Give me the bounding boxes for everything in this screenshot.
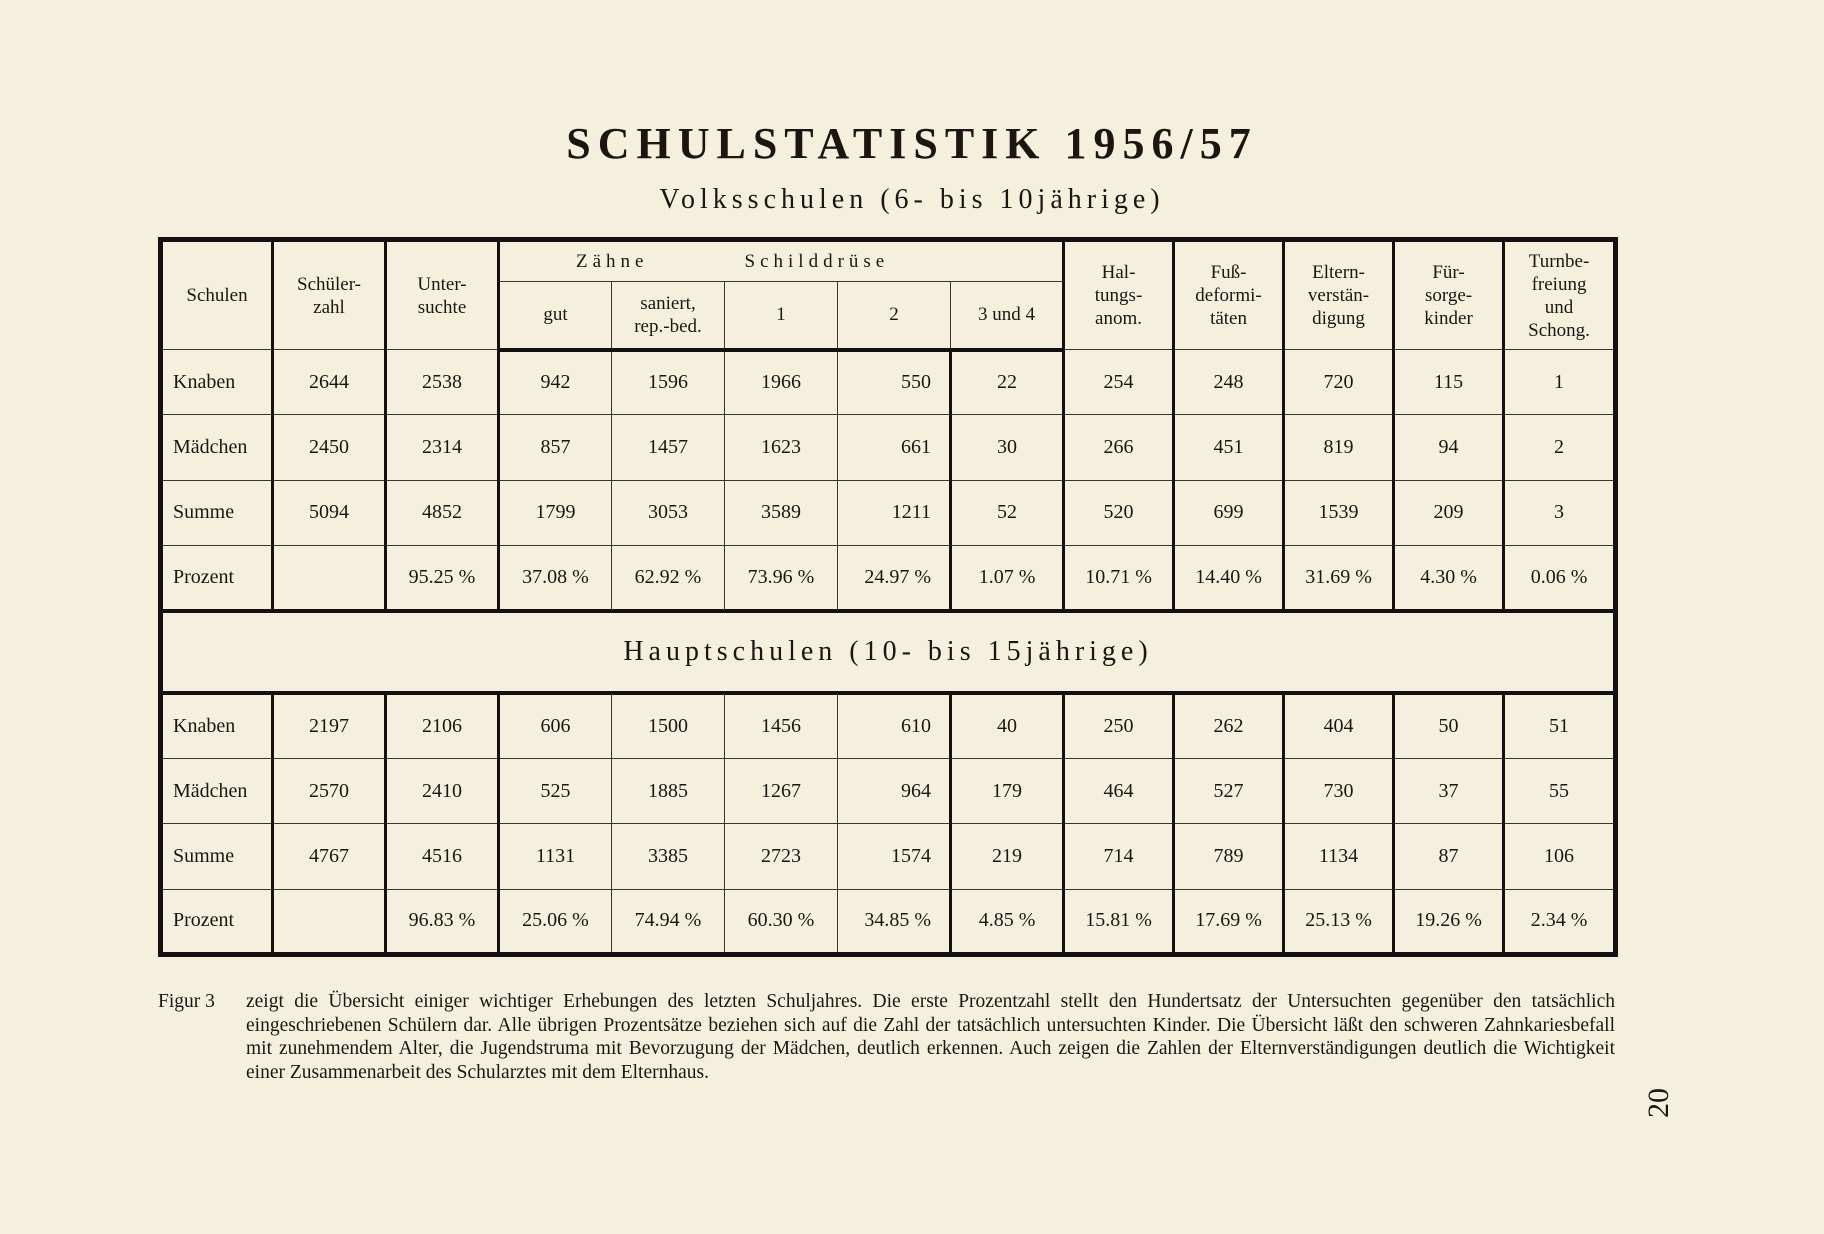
- hauptschulen-body: [161, 693, 1616, 954]
- table-cell: 1574: [838, 824, 951, 889]
- table-cell: 699: [1174, 480, 1284, 545]
- table-cell: 2450: [273, 415, 386, 480]
- table-cell: 2723: [725, 824, 838, 889]
- header-schuelerzahl: Schüler- zahl: [273, 240, 386, 350]
- header-untersuchte: Unter- suchte: [386, 240, 499, 350]
- table-cell: 219: [951, 824, 1064, 889]
- table-cell: 209: [1394, 480, 1504, 545]
- table-cell: 15.81 %: [1064, 889, 1174, 954]
- header-gut: gut: [499, 282, 612, 350]
- table-cell: 25.13 %: [1284, 889, 1394, 954]
- table-cell: 250: [1064, 693, 1174, 758]
- volksschulen-body: [161, 350, 1616, 611]
- table-cell: 1500: [612, 693, 725, 758]
- table-cell: 1456: [725, 693, 838, 758]
- table-cell: 30: [951, 415, 1064, 480]
- table-cell: 94: [1394, 415, 1504, 480]
- table-cell: 819: [1284, 415, 1394, 480]
- table-cell: 451: [1174, 415, 1284, 480]
- table-cell: 1: [1504, 350, 1616, 415]
- table-cell: 24.97 %: [838, 545, 951, 610]
- section-title-hauptschulen: Hauptschulen (10- bis 15jährige): [161, 611, 1616, 693]
- header-schilddruese-2: 2: [838, 282, 951, 350]
- table-cell: 2538: [386, 350, 499, 415]
- table-cell: 5094: [273, 480, 386, 545]
- table-cell: 73.96 %: [725, 545, 838, 610]
- table-cell: 2644: [273, 350, 386, 415]
- table-cell: 74.94 %: [612, 889, 725, 954]
- header-elternverstaendigung: Eltern- verstän- digung: [1284, 240, 1394, 350]
- page-title: SCHULSTATISTIK 1956/57: [566, 119, 1258, 168]
- table-cell: 0.06 %: [1504, 545, 1616, 610]
- table-cell: 4852: [386, 480, 499, 545]
- section-row: [161, 611, 1616, 693]
- table-cell: 1885: [612, 759, 725, 824]
- table-cell: 525: [499, 759, 612, 824]
- table-cell: 4767: [273, 824, 386, 889]
- table-cell: 1966: [725, 350, 838, 415]
- table-cell: 62.92 %: [612, 545, 725, 610]
- table-cell: 266: [1064, 415, 1174, 480]
- statistics-table: [158, 237, 1618, 957]
- table-cell: 2.34 %: [1504, 889, 1616, 954]
- figure-caption: [158, 990, 1615, 1084]
- table-cell: 60.30 %: [725, 889, 838, 954]
- table-cell: 3053: [612, 480, 725, 545]
- table-cell: 2: [1504, 415, 1616, 480]
- row-label: Prozent: [161, 889, 273, 954]
- table-cell: 3385: [612, 824, 725, 889]
- table-cell: 2197: [273, 693, 386, 758]
- table-cell: 464: [1064, 759, 1174, 824]
- table-cell: 51: [1504, 693, 1616, 758]
- table-cell: 610: [838, 693, 951, 758]
- table-cell: 1.07 %: [951, 545, 1064, 610]
- table-cell: 262: [1174, 693, 1284, 758]
- header-fussdeformitaeten: Fuß- deformi- täten: [1174, 240, 1284, 350]
- table-cell: 550: [838, 350, 951, 415]
- table-cell: 661: [838, 415, 951, 480]
- table-cell: 964: [838, 759, 951, 824]
- table-cell: 10.71 %: [1064, 545, 1174, 610]
- table-cell: 1134: [1284, 824, 1394, 889]
- table-cell: [273, 545, 386, 610]
- table-cell: 1623: [725, 415, 838, 480]
- table-cell: 22: [951, 350, 1064, 415]
- header-schilddruese-1: 1: [725, 282, 838, 350]
- table-cell: 50: [1394, 693, 1504, 758]
- table-cell: 720: [1284, 350, 1394, 415]
- table-cell: 527: [1174, 759, 1284, 824]
- table-row: [161, 889, 1616, 954]
- row-label: Summe: [161, 480, 273, 545]
- table-row: [161, 350, 1616, 415]
- row-label: Knaben: [161, 350, 273, 415]
- table-cell: 248: [1174, 350, 1284, 415]
- row-label: Mädchen: [161, 415, 273, 480]
- header-turnbefreiung: Turnbe- freiung und Schong.: [1504, 240, 1616, 350]
- table-subtitle: Volksschulen (6- bis 10jährige): [659, 184, 1165, 215]
- table-cell: 2314: [386, 415, 499, 480]
- caption-lead: Figur 3: [158, 991, 215, 1012]
- table-cell: 520: [1064, 480, 1174, 545]
- header-schilddruese: Schilddrüse: [725, 240, 1064, 282]
- header-saniert: saniert, rep.-bed.: [612, 282, 725, 350]
- table-row: [161, 480, 1616, 545]
- table-cell: 1211: [838, 480, 951, 545]
- table-row: [161, 824, 1616, 889]
- table-cell: 1267: [725, 759, 838, 824]
- header-zaehne: Zähne: [499, 240, 725, 282]
- table-row: [161, 693, 1616, 758]
- header-fuersorgekinder: Für- sorge- kinder: [1394, 240, 1504, 350]
- table-cell: [273, 889, 386, 954]
- table-cell: 1131: [499, 824, 612, 889]
- row-label: Summe: [161, 824, 273, 889]
- table-cell: 37: [1394, 759, 1504, 824]
- table-cell: 115: [1394, 350, 1504, 415]
- table-row: [161, 545, 1616, 610]
- table-cell: 606: [499, 693, 612, 758]
- table-cell: 3: [1504, 480, 1616, 545]
- row-label: Prozent: [161, 545, 273, 610]
- table-row: [161, 415, 1616, 480]
- table-cell: 942: [499, 350, 612, 415]
- table-cell: 179: [951, 759, 1064, 824]
- table-cell: 3589: [725, 480, 838, 545]
- caption-text: zeigt die Übersicht einiger wichtiger Erhebungen des letzten Schuljahres. Die erste Prozentzahl stellt den Hundertsatz der Untersuchten gegenüber den tatsächlich eingeschriebenen Schülern dar. Alle übrigen Prozentsätze beziehen sich auf die Zahl der tatsächlich untersuchten Kinder. Die Übersicht läßt den schweren Zahnkariesbefall mit zunehmendem Alter, die Jugendstruma mit Bevorzugung der Mädchen, deutlich erkennen. Auch zeigen die Zahlen der Elternverständigungen deutlich die Wichtigkeit einer Zusammenarbeit des Schularztes mit dem Elternhaus.: [246, 991, 1615, 1083]
- table-cell: 4.85 %: [951, 889, 1064, 954]
- table-cell: 254: [1064, 350, 1174, 415]
- table-cell: 1596: [612, 350, 725, 415]
- table-cell: 730: [1284, 759, 1394, 824]
- page-number: 20: [1642, 1088, 1675, 1118]
- table-cell: 2410: [386, 759, 499, 824]
- table-cell: 106: [1504, 824, 1616, 889]
- table-cell: 404: [1284, 693, 1394, 758]
- table-cell: 789: [1174, 824, 1284, 889]
- table-cell: 52: [951, 480, 1064, 545]
- header-schulen: Schulen: [161, 240, 273, 350]
- table-cell: 1457: [612, 415, 725, 480]
- table-cell: 857: [499, 415, 612, 480]
- table-cell: 37.08 %: [499, 545, 612, 610]
- table-cell: 87: [1394, 824, 1504, 889]
- table-row: [161, 759, 1616, 824]
- table-cell: 25.06 %: [499, 889, 612, 954]
- table-cell: 96.83 %: [386, 889, 499, 954]
- header-haltungsanomalien: Hal- tungs- anom.: [1064, 240, 1174, 350]
- table-cell: 1539: [1284, 480, 1394, 545]
- row-label: Knaben: [161, 693, 273, 758]
- table-cell: 17.69 %: [1174, 889, 1284, 954]
- table-cell: 714: [1064, 824, 1174, 889]
- table-cell: 31.69 %: [1284, 545, 1394, 610]
- table-cell: 4516: [386, 824, 499, 889]
- table-cell: 95.25 %: [386, 545, 499, 610]
- table-cell: 14.40 %: [1174, 545, 1284, 610]
- table-cell: 1799: [499, 480, 612, 545]
- table-cell: 19.26 %: [1394, 889, 1504, 954]
- table-cell: 4.30 %: [1394, 545, 1504, 610]
- table-cell: 40: [951, 693, 1064, 758]
- header-row-1: [161, 240, 1616, 282]
- table-cell: 2106: [386, 693, 499, 758]
- table-cell: 34.85 %: [838, 889, 951, 954]
- table-cell: 2570: [273, 759, 386, 824]
- row-label: Mädchen: [161, 759, 273, 824]
- table-cell: 55: [1504, 759, 1616, 824]
- header-schilddruese-3-4: 3 und 4: [951, 282, 1064, 350]
